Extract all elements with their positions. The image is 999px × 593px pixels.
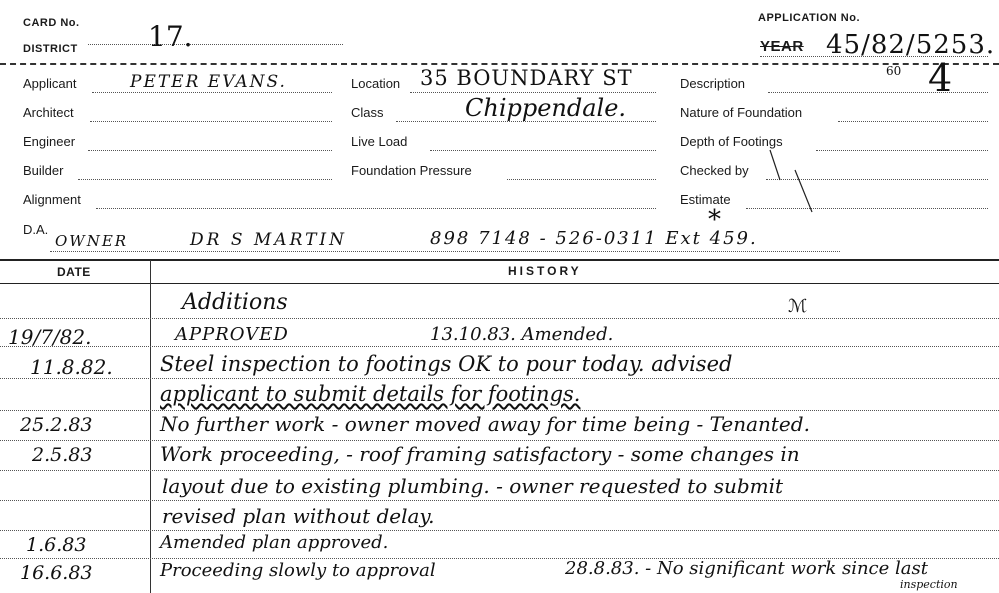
depth-footings-dotline	[816, 150, 988, 151]
owner-name: DR S MARTIN	[190, 230, 347, 250]
history-entry: layout due to existing plumbing. - owner requested to submit	[162, 474, 784, 498]
description-label: Description	[680, 76, 746, 91]
live-load-dotline	[430, 150, 656, 151]
history-date: 11.8.82.	[30, 355, 113, 379]
class-value: Chippendale.	[465, 94, 627, 122]
da-label: D.A.	[23, 222, 49, 237]
history-entry: Amended plan approved.	[160, 532, 389, 553]
history-header: HISTORY	[508, 264, 582, 278]
builder-label: Builder	[23, 163, 64, 178]
history-title: Additions	[182, 290, 288, 315]
applicant-dotline	[92, 92, 332, 93]
architect-dotline	[90, 121, 332, 122]
history-entry: revised plan without delay.	[162, 504, 435, 528]
history-entry: Proceeding slowly to approval	[160, 560, 436, 581]
history-date: 1.6.83	[26, 534, 87, 556]
checked-by-label: Checked by	[680, 163, 749, 178]
history-entry-extra2: inspection	[900, 578, 958, 591]
owner-label: OWNER	[55, 232, 129, 250]
margin-mark: ℳ	[788, 296, 808, 317]
history-entry-extra: 13.10.83. Amended.	[430, 324, 614, 345]
nature-foundation-dotline	[838, 121, 988, 122]
history-date: 25.2.83	[20, 414, 93, 436]
pen-strokes	[740, 140, 830, 220]
date-column-divider	[150, 260, 151, 593]
application-label: APPLICATION No.	[758, 12, 861, 24]
history-entry: Steel inspection to footings OK to pour today. advised	[160, 352, 733, 376]
date-header: DATE	[57, 265, 91, 279]
location-dotline	[410, 92, 656, 93]
row-line-5	[0, 440, 999, 441]
owner-phone: 898 7148 - 526-0311 Ext 459.	[430, 228, 758, 249]
class-label: Class	[351, 105, 384, 120]
applicant-value: PETER EVANS.	[130, 72, 287, 92]
live-load-label: Live Load	[351, 134, 408, 149]
engineer-dotline	[88, 150, 332, 151]
depth-footings-label: Depth of Footings	[680, 134, 783, 149]
corner-mark: 4	[928, 56, 953, 100]
history-entry: APPROVED	[175, 324, 289, 345]
applicant-label: Applicant	[23, 76, 77, 91]
foundation-pressure-dotline	[507, 179, 656, 180]
alignment-label: Alignment	[23, 192, 81, 207]
location-label: Location	[351, 76, 401, 91]
card-number: 17.	[148, 20, 193, 53]
asterisk-mark: *	[708, 205, 721, 235]
description-dotline	[768, 92, 988, 93]
estimate-label: Estimate	[680, 192, 731, 207]
description-note: 60	[886, 64, 902, 78]
history-entry-extra: 28.8.83. - No significant work since last	[565, 558, 928, 579]
row-line-4	[0, 410, 999, 411]
location-value: 35 BOUNDARY ST	[420, 66, 633, 90]
row-line-1	[0, 318, 999, 319]
owner-dotline	[50, 251, 840, 252]
history-date: 19/7/82.	[8, 325, 92, 349]
nature-foundation-label: Nature of Foundation	[680, 105, 803, 120]
engineer-label: Engineer	[23, 134, 76, 149]
card-no-label: CARD No.	[23, 17, 80, 29]
year-label: YEAR	[760, 38, 804, 55]
row-line-2	[0, 346, 999, 347]
foundation-pressure-label: Foundation Pressure	[351, 163, 472, 178]
district-label: DISTRICT	[23, 43, 78, 55]
history-date: 2.5.83	[32, 444, 93, 466]
header-separator	[0, 63, 999, 65]
history-date: 16.6.83	[20, 562, 93, 584]
builder-dotline	[78, 179, 332, 180]
row-line-7	[0, 500, 999, 501]
alignment-dotline	[96, 208, 656, 209]
row-line-8	[0, 530, 999, 531]
row-line-6	[0, 470, 999, 471]
card-no-dotline	[88, 44, 343, 45]
architect-label: Architect	[23, 105, 74, 120]
history-entry: Work proceeding, - roof framing satisfactory - some changes in	[160, 442, 800, 466]
application-number: 45/82/5253.	[826, 30, 996, 60]
row-line-3	[0, 378, 999, 379]
history-entry: applicant to submit details for footings.	[160, 382, 581, 406]
history-entry: No further work - owner moved away for time being - Tenanted.	[160, 412, 810, 436]
